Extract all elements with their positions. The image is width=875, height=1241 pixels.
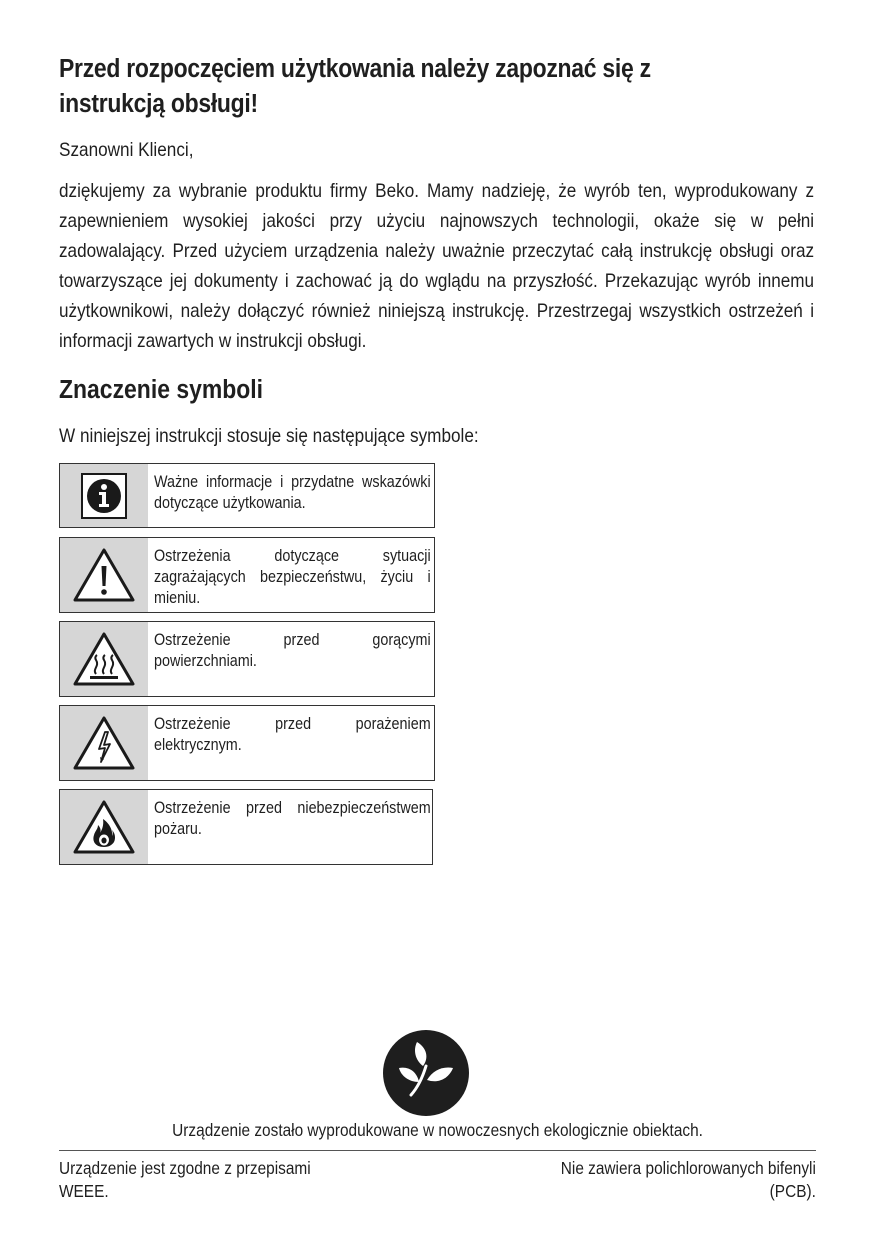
symbol-row-hot-surface (59, 621, 435, 697)
hot-surface-icon (60, 622, 148, 696)
symbol-text-electric-shock: Ostrzeżenie przed porażeniem elektrycznym. (154, 715, 431, 754)
page-title-line1: Przed rozpoczęciem użytkowania należy zapoznać się z (59, 55, 651, 83)
footer-weee-note (59, 1157, 311, 1203)
footer-weee-line1: Urządzenie jest zgodne z przepisami (59, 1158, 311, 1178)
footer-pcb-line1: Nie zawiera polichlorowanych bifenyli (560, 1158, 816, 1178)
page-title (59, 52, 743, 122)
warning-icon (60, 538, 148, 612)
eco-leaf-icon (383, 1030, 469, 1116)
symbol-row-info (59, 463, 435, 528)
page-title-line2: instrukcją obsługi! (59, 90, 258, 118)
salutation: Szanowni Klienci, (59, 139, 194, 161)
symbols-heading: Znaczenie symboli (59, 376, 264, 404)
eco-caption (0, 1118, 875, 1142)
fire-hazard-icon (60, 790, 148, 864)
symbol-text-fire-hazard: Ostrzeżenie przed niebezpieczeństwem pożaru. (154, 799, 431, 838)
footer-pcb-note (561, 1157, 816, 1203)
symbol-text-info: Ważne informacje i przydatne wskazówki dotyczące użytkowania. (154, 473, 431, 512)
symbol-text-warning: Ostrzeżenia dotyczące sytuacji zagrażających bezpieczeństwu, życiu i mieniu. (154, 547, 431, 607)
footer-pcb-line2: (PCB). (769, 1181, 816, 1201)
symbol-row-warning (59, 537, 435, 613)
eco-caption-text: Urządzenie zostało wyprodukowane w nowoczesnych ekologicznie obiektach. (172, 1120, 703, 1140)
symbol-row-fire-hazard (59, 789, 433, 865)
symbols-lead: W niniejszej instrukcji stosuje się następujące symbole: (59, 425, 479, 447)
intro-paragraph: dziękujemy za wybranie produktu firmy Beko. Mamy nadzieję, że wyrób ten, wyprodukowany z zapewnieniem wysokiej jakości przy użyciu najnowszych technologii, okaże się w pełni zadowalający. Przed użyciem urządzenia należy uważnie przeczytać całą instrukcję obsługi oraz towarzyszące jej dokumenty i zachować ją do wglądu na przyszłość. Przekazując wyrób innemu użytkownikowi, należy dołączyć również niniejszą instrukcję. Przestrzegaj wszystkich ostrzeżeń i informacji zawartych w instrukcji obsługi. (59, 180, 815, 352)
symbol-text-hot-surface: Ostrzeżenie przed gorącymi powierzchniami. (154, 631, 431, 670)
symbol-row-electric-shock (59, 705, 435, 781)
footer-weee-line2: WEEE. (59, 1181, 109, 1201)
footer-divider (59, 1150, 816, 1151)
electric-shock-icon (60, 706, 148, 780)
info-icon (60, 464, 148, 527)
